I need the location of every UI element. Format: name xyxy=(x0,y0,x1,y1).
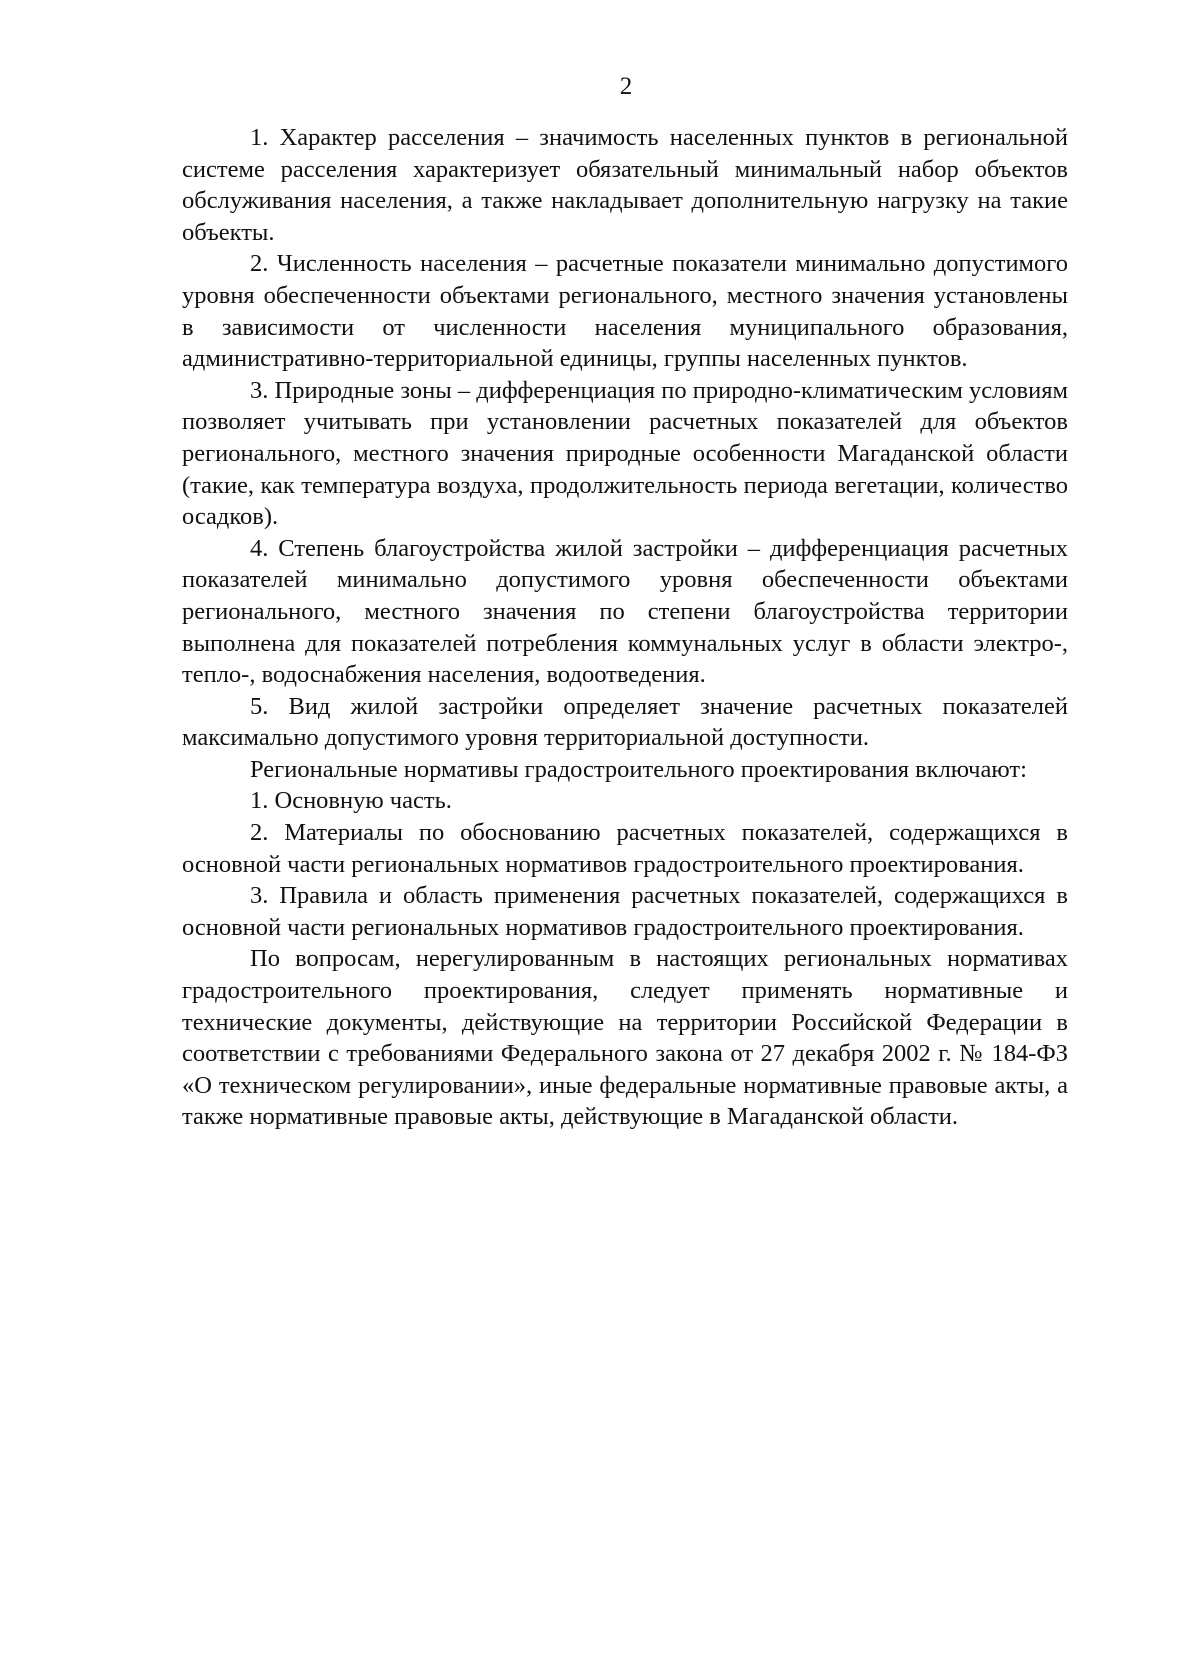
paragraph-unregulated-questions: По вопросам, нерегулированным в настоящих региональных нормативах градостроительного проектирования, следует применять нормативные и технические документы, действующие на территории Российской Федерации в соответствии с требованиями Федерального закона от 27 декабря 2002 г. № 184-ФЗ «О техническом регулировании», иные федеральные нормативные правовые акты, а также нормативные правовые акты, действующие в Магаданской области. xyxy=(182,945,1068,1131)
paragraph-settlement-character: 1. Характер расселения – значимость населенных пунктов в региональной системе расселения характеризует обязательный минимальный набор объектов обслуживания населения, а также накладывает дополнительную нагрузку на такие объекты. xyxy=(182,124,1068,246)
document-body xyxy=(182,122,1068,1133)
page-number: 2 xyxy=(619,73,633,100)
list-item-justification-materials: 2. Материалы по обоснованию расчетных показателей, содержащихся в основной части региональных нормативов градостроительного проектирования. xyxy=(182,819,1068,878)
paragraph-housing-type: 5. Вид жилой застройки определяет значение расчетных показателей максимально допустимого уровня территориальной доступности. xyxy=(182,692,1068,752)
paragraph-population-size: 2. Численность населения – расчетные показатели минимально допустимого уровня обеспеченности объектами регионального, местного значения установлены в зависимости от численности населения муниципального образования, административно-территориальной единицы, группы населенных пунктов. xyxy=(182,250,1068,373)
paragraph-norms-include: Региональные нормативы градостроительного проектирования включают: xyxy=(250,755,1027,783)
paragraph-natural-zones: 3. Природные зоны – дифференциация по природно-климатическим условиям позволяет учитывать при установлении расчетных показателей для объектов регионального, местного значения природные особенности Магаданской области (такие, как температура воздуха, продолжительность периода вегетации, количество осадков). xyxy=(182,376,1068,531)
list-item-main-part: 1. Основную часть. xyxy=(250,787,452,815)
paragraph-housing-improvement: 4. Степень благоустройства жилой застройки – дифференциация расчетных показателей минимально допустимого уровня обеспеченности объектами регионального, местного значения по степени благоустройства территории выполнена для показателей потребления коммунальных услуг в области электро-, тепло-, водоснабжения населения, водоотведения. xyxy=(182,534,1068,689)
list-item-application-rules: 3. Правила и область применения расчетных показателей, содержащихся в основной части региональных нормативов градостроительного проектирования. xyxy=(182,882,1068,941)
